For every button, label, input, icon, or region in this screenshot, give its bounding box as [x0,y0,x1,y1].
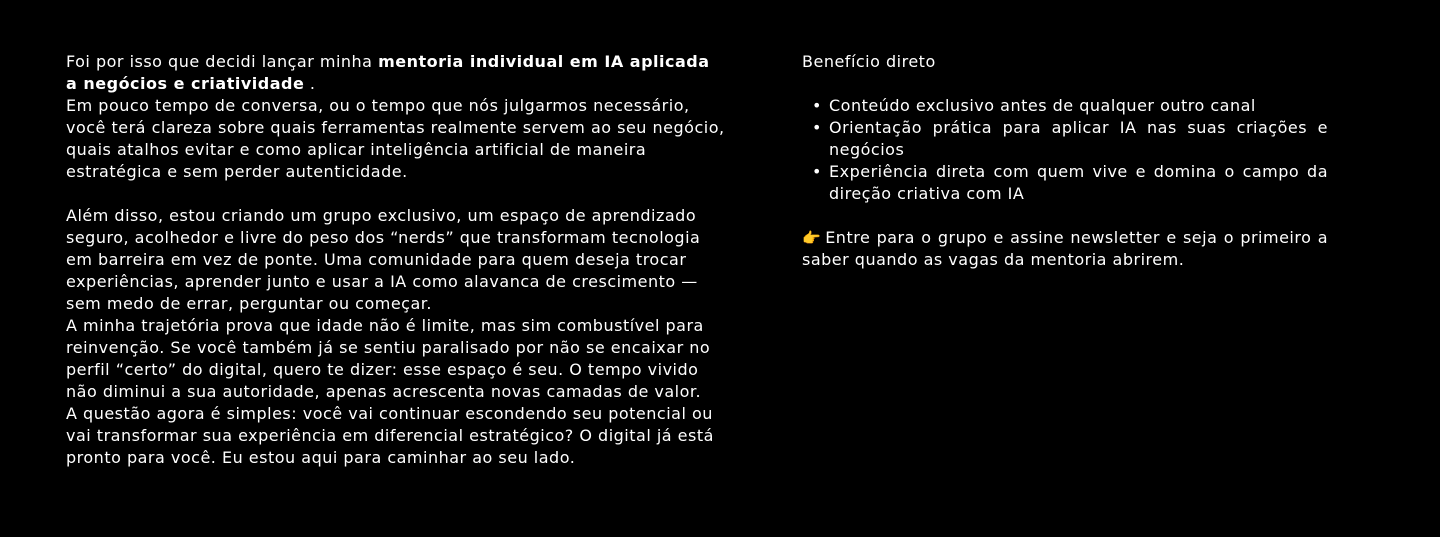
clarity-paragraph: Em pouco tempo de conversa, ou o tempo que nós julgarmos necessário, você terá clareza sobre quais ferramentas realmente servem ao seu negócio, quais atalhos evitar e como aplicar inteligência artificial de maneira estratégica e sem perder autenticidade. [66,96,725,181]
intro-paragraph [66,51,726,95]
trajectory-paragraph: A minha trajetória prova que idade não é limite, mas sim combustível para reinvenção. Se você também já se sentiu paralisado por não se encaixar no perfil “certo” do digital, quero te dizer: esse espaço é seu. O tempo vivido não diminui a sua autoridade, apenas acrescenta novas camadas de valor. [66,316,711,401]
benefits-heading: Benefício direto [802,52,936,71]
mentoring-highlight: mentoria individual em IA aplicada a negócios e criatividade [66,52,710,93]
benefit-item: • Experiência direta com quem vive e domina o campo da direção criativa com IA [802,161,1328,205]
question-paragraph: A questão agora é simples: você vai continuar escondendo seu potencial ou vai transformar sua experiência em diferencial estratégico? O digital já está pronto para você. Eu estou aqui para caminhar ao seu lado. [66,404,714,467]
group-paragraph: Além disso, estou criando um grupo exclusivo, um espaço de aprendizado seguro, acolhedor e livre do peso dos “nerds” que transformam tecnologia em barreira em vez de ponte. Uma comunidade para quem deseja trocar experiências, aprender junto e usar a IA como alavanca de crescimento — sem medo de errar, perguntar ou começar. [66,206,701,313]
intro-end: . [304,74,316,93]
right-column [802,51,1328,271]
paragraph-spacer [66,183,726,205]
left-column [66,51,726,469]
benefit-item: • Orientação prática para aplicar IA nas suas criações e negócios [802,117,1328,161]
benefits-list [802,95,1328,205]
call-to-action [802,227,1328,271]
call-to-action-text: Entre para o grupo e assine newsletter e seja o primeiro a saber quando as vagas da mentoria abrirem. [802,228,1328,269]
benefit-item: • Conteúdo exclusivo antes de qualquer outro canal [802,95,1328,117]
intro-text: Foi por isso que decidi lançar minha [66,52,379,71]
pointing-hand-icon: 👉 [802,229,822,247]
